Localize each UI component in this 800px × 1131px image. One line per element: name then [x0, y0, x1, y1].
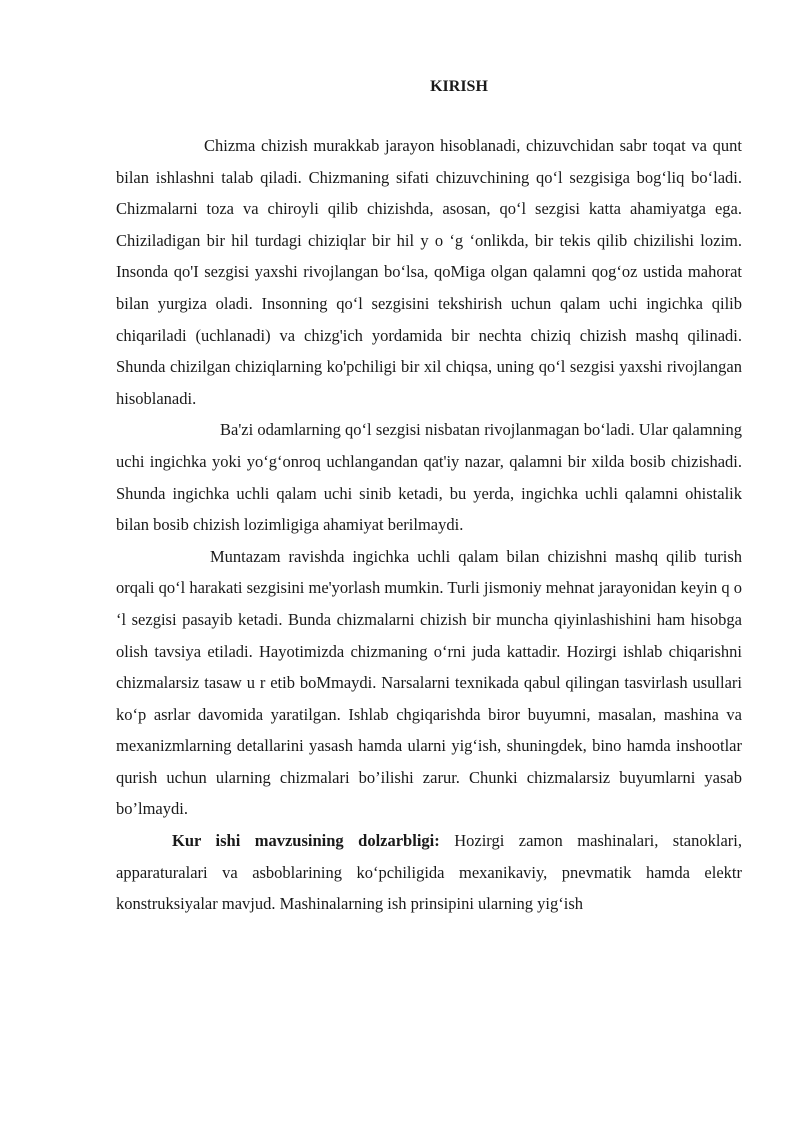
page-title: KIRISH	[430, 78, 488, 95]
paragraph-1: Chizma chizish murakkab jarayon hisoblanadi, chizuvchidan sabr toqat va qunt bilan ishlashni talab qiladi. Chizmaning sifati chizuvchining qo‘l sezgisiga bog‘liq bo‘ladi. Chizmalarni toza va chiroyli qilib chizishda, asosan, qo‘l sezgisi katta ahamiyatga ega. Chiziladigan bir hil turdagi chiziqlar bir hil y o ‘g ‘onlikda, bir tekis qilib chizilishi lozim. Insonda qo'I sezgisi yaxshi rivojlangan bo‘lsa, qoMiga olgan qalamni qog‘oz ustida mahorat bilan yurgiza oladi. Insonning qo‘l sezgisini tekshirish uchun qalam uchi ingichka qilib chiqariladi (uchlanadi) va chizg'ich yordamida bir nechta chiziq chizish mashq qilinadi. Shunda chizilgan chiziqlarning ko'pchiligi bir xil chiqsa, uning qo‘l sezgisi yaxshi rivojlangan hisoblanadi.	[116, 136, 742, 408]
relevance-text: Hozirgi zamon mashinalari, stanoklari, apparaturalari va asboblarining ko‘pchiligida mexanikaviy, pnevmatik hamda elektr konstruksiyalar mavjud. Mashinalarning ish prinsipini ularning yig‘ish	[116, 831, 742, 914]
paragraph-3: Muntazam ravishda ingichka uchli qalam bilan chizishni mashq qilib turish orqali qo‘l harakati sezgisini me'yorlash mumkin. Turli jismoniy mehnat jarayonidan keyin q o ‘l sezgisi pasayib ketadi. Bunda chizmalarni chizish bir muncha qiyinlashishini ham hisobga olish tavsiya etiladi. Hayotimizda chizmaning o‘rni juda kattadir. Hozirgi ishlab chiqarishni chizmalarsiz tasaw u r etib boMmaydi. Narsalarni texnikada qabul qilingan tasvirlash usullari ko‘p asrlar davomida yaratilgan. Ishlab chgiqarishda biror buyumni, masalan, mashina va mexanizmlarning detallarini yasash hamda ularni yig‘ish, shuningdek, bino hamda inshootlar qurish uchun ularning chizmalari bo’ilishi zarur. Chunki chizmalarsiz buyumlarni yasab bo’lmaydi.	[116, 546, 742, 819]
document-page	[116, 72, 742, 920]
relevance-paragraph	[116, 825, 742, 920]
relevance-label: Kur ishi mavzusining dolzarbligi:	[172, 831, 440, 851]
paragraph-2: Ba'zi odamlarning qo‘l sezgisi nisbatan rivojlanmagan bo‘ladi. Ular qalamning uchi ingichka yoki yo‘g‘onroq uchlangandan qat'iy nazar, qalamni bir xilda bosib chizishadi. Shunda ingichka uchli qalam uchi sinib ketadi, bu yerda, ingichka uchli qalamni ohistalik bilan bosib chizish lozimligiga ahamiyat berilmaydi.	[116, 420, 742, 535]
